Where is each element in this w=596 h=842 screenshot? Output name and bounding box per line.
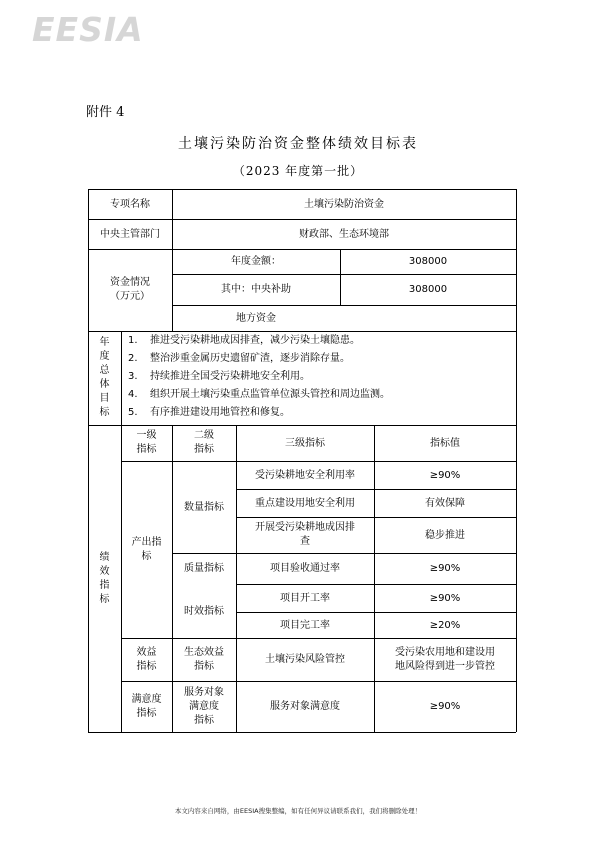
- header-level2: 二级 指标: [194, 430, 214, 455]
- output-indicator-label: 产出指 标: [131, 536, 162, 562]
- satisfaction-name: 服务对象满意度: [270, 701, 340, 712]
- satisfaction-indicator-label: 满意度 指标: [131, 693, 162, 719]
- service-satisfaction-label: 服务对象 满意度 指标: [184, 686, 224, 726]
- benefit-indicator-label: 效益 指标: [136, 646, 157, 672]
- header-level3: 三级指标: [285, 437, 325, 449]
- header-level1: 一级 指标: [136, 430, 157, 455]
- project-name-value: 土壤污染防治资金: [304, 198, 384, 210]
- local-funds-value: [340, 305, 516, 331]
- page-title: 土壤污染防治资金整体绩效目标表: [178, 136, 418, 152]
- central-subsidy-label: 其中：中央补助: [221, 284, 291, 295]
- goal-item: 1. 推进受污染耕地成因排查，减少污染土壤隐患。: [128, 335, 360, 346]
- q2-name: 重点建设用地安全利用: [255, 497, 355, 509]
- performance-indicator-label: 绩 效 指 标: [99, 551, 110, 605]
- page-subtitle: （2023 年度第一批）: [232, 164, 364, 178]
- q1-value: ≥90%: [429, 469, 461, 481]
- performance-target-table: [88, 189, 516, 732]
- t2-name: 项目完工率: [280, 619, 330, 631]
- watermark-logo: EESIA: [32, 10, 144, 49]
- goal-item: 4. 组织开展土壤污染重点监管单位源头管控和周边监测。: [128, 389, 390, 400]
- attachment-label: 附件 4: [86, 105, 125, 120]
- eco-benefit-label: 生态效益 指标: [184, 646, 224, 672]
- footer-disclaimer: 本文内容来自网络，由EESIA搜集整编，如有任何异议请联系我们，我们将删除处理！: [174, 807, 422, 815]
- quantity-indicator-label: 数量指标: [184, 501, 224, 513]
- q2-value: 有效保障: [425, 497, 465, 509]
- goal-item: 3. 持续推进全国受污染耕地安全利用。: [128, 371, 310, 382]
- quality-value: ≥90%: [429, 563, 461, 574]
- goal-item: 2. 整治涉重金属历史遗留矿渣，逐步消除存量。: [128, 353, 350, 364]
- quality-indicator-label: 质量指标: [184, 563, 224, 574]
- goal-list: [124, 332, 516, 422]
- q3-name: 开展受污染耕地成因排 查: [255, 522, 355, 547]
- t1-name: 项目开工率: [280, 592, 330, 604]
- t2-value: ≥20%: [429, 619, 461, 631]
- time-indicator-label: 时效指标: [184, 605, 224, 617]
- goal-item: 5. 有序推进建设用地管控和修复。: [128, 407, 290, 418]
- project-name-label: 专项名称: [110, 198, 150, 210]
- satisfaction-value: ≥90%: [429, 701, 461, 712]
- local-funds-label: 地方资金: [236, 312, 276, 324]
- annual-amount-label: 年度金额：: [231, 256, 281, 267]
- eco-name: 土壤污染风险管控: [265, 654, 345, 665]
- funds-label: 资金情况 （万元）: [110, 277, 150, 302]
- department-label: 中央主管部门: [100, 228, 160, 240]
- annual-amount-value: 308000: [408, 256, 448, 267]
- header-value: 指标值: [430, 437, 460, 449]
- q3-value: 稳步推进: [425, 529, 465, 541]
- quality-name: 项目验收通过率: [270, 563, 340, 574]
- t1-value: ≥90%: [429, 592, 461, 604]
- eco-value: 受污染农用地和建设用 地风险得到进一步管控: [395, 646, 495, 672]
- central-subsidy-value: 308000: [408, 284, 448, 295]
- department-value: 财政部、生态环境部: [299, 228, 389, 240]
- annual-goal-label: 年 度 总 体 目 标: [99, 337, 110, 418]
- q1-name: 受污染耕地安全利用率: [255, 469, 355, 481]
